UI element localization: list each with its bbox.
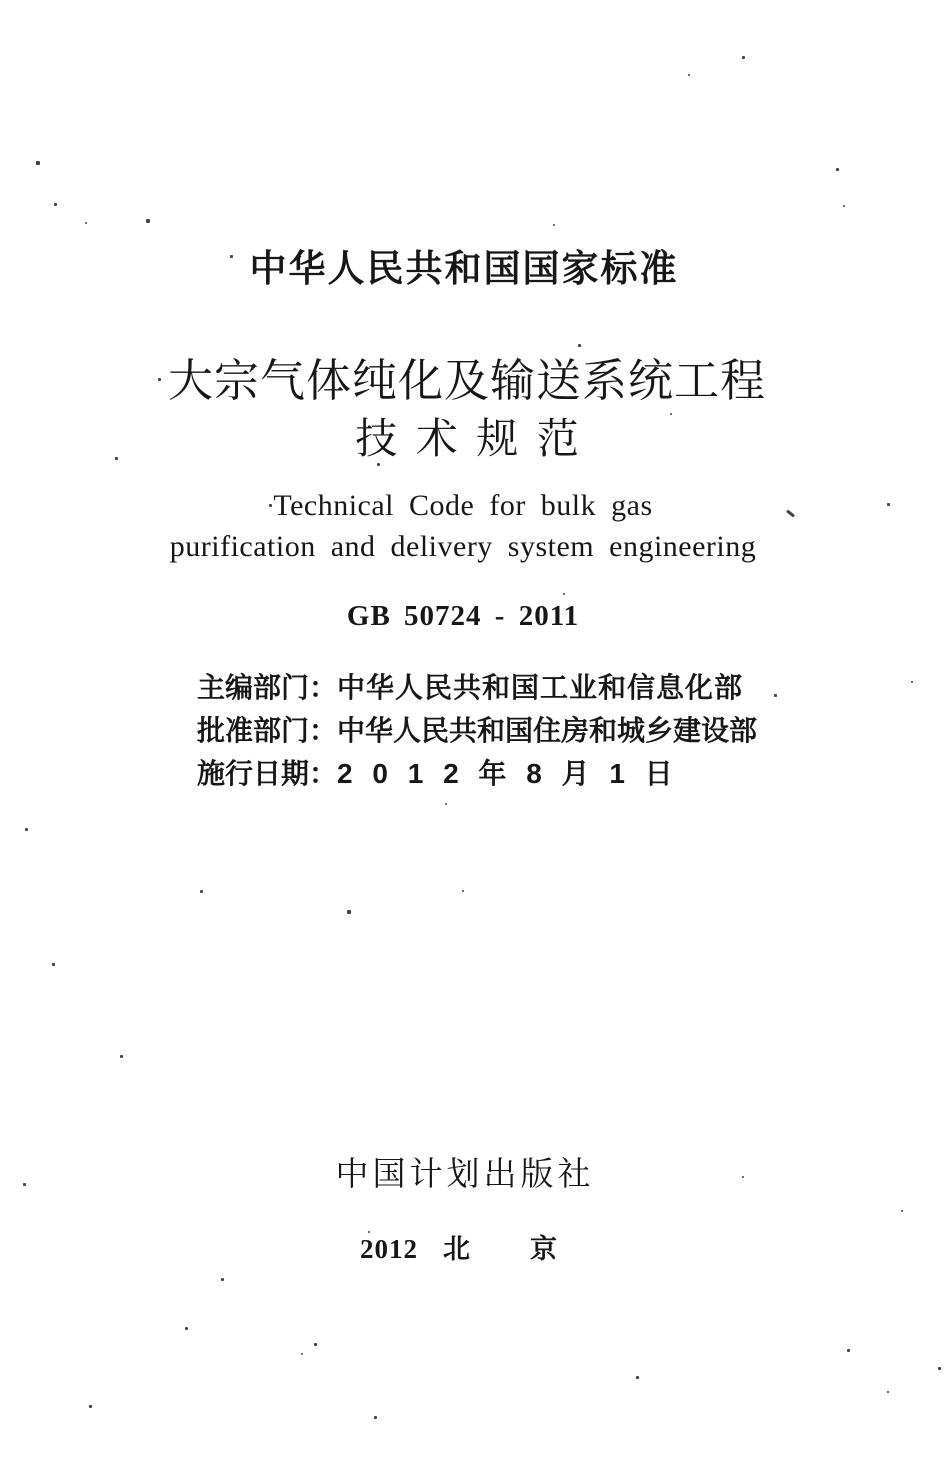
scan-speck [200,890,203,893]
scan-speck [269,504,272,507]
imprint-city-first-char: 北 [443,1234,470,1264]
scan-speck [89,1405,92,1408]
scan-speck [742,56,745,59]
scan-speck [374,1416,377,1419]
scan-speck [836,168,839,171]
scan-speck [462,890,464,892]
main-title-line2: 技 术 规 范 [355,417,583,463]
scan-speck [901,1210,903,1212]
scan-speck [445,803,447,805]
scan-speck [54,203,57,206]
effective-date-value: 2 0 1 2 年 8 月 1 日 [337,758,679,789]
scan-speck [146,219,150,223]
scan-speck [887,503,890,506]
scan-speck [670,413,672,415]
scan-speck [115,457,118,460]
imprint-year: 2012 [360,1234,418,1264]
scan-speck [578,344,581,347]
standard-code: GB 50724 - 2011 [346,600,580,632]
scan-speck [301,1353,303,1355]
scan-speck [774,694,777,697]
scan-speck [563,593,565,595]
scan-speck [221,1278,224,1281]
scan-speck [158,378,161,381]
scan-speck [377,463,380,466]
effective-date-label: 施行日期： [197,758,338,789]
scan-speck [230,255,233,258]
scan-speck [847,1349,850,1352]
editor-department-label: 主编部门： [197,672,338,703]
national-standard-header: 中华人民共和国国家标准 [249,248,679,289]
scan-speck [887,1391,889,1393]
approver-department-value: 中华人民共和国住房和城乡建设部 [337,715,758,746]
scan-speck [347,910,351,914]
info-block [197,666,758,795]
scan-speck [185,1327,188,1330]
imprint-line [360,1227,557,1266]
scan-speck [25,828,28,831]
scan-speck [36,161,40,165]
scan-speck [120,1055,123,1058]
scan-speck [742,1176,744,1178]
scan-speck [636,1376,639,1379]
main-title-line1: 大宗气体纯化及输送系统工程 [167,356,766,406]
scan-speck [52,963,55,966]
english-subtitle-line1: Technical Code for bulk gas [273,489,653,522]
scan-speck [938,1367,941,1370]
scan-speck [553,224,555,226]
editor-department-value: 中华人民共和国工业和信息化部 [337,672,744,703]
scan-speck [314,1343,317,1346]
scan-speck [23,1183,26,1186]
imprint-city-second-char: 京 [530,1234,557,1264]
scan-speck [843,205,845,207]
scan-speck [368,1231,370,1233]
scan-speck [688,74,690,76]
scan-speck [911,681,913,683]
scan-speck [85,222,87,224]
info-row-effective-date [197,752,737,795]
info-row-editor [197,666,744,709]
approver-department-label: 批准部门： [197,715,338,746]
info-row-approver [197,709,758,752]
publisher-name: 中国计划出版社 [335,1157,595,1193]
english-subtitle-line2: purification and delivery system engineering [169,530,757,563]
